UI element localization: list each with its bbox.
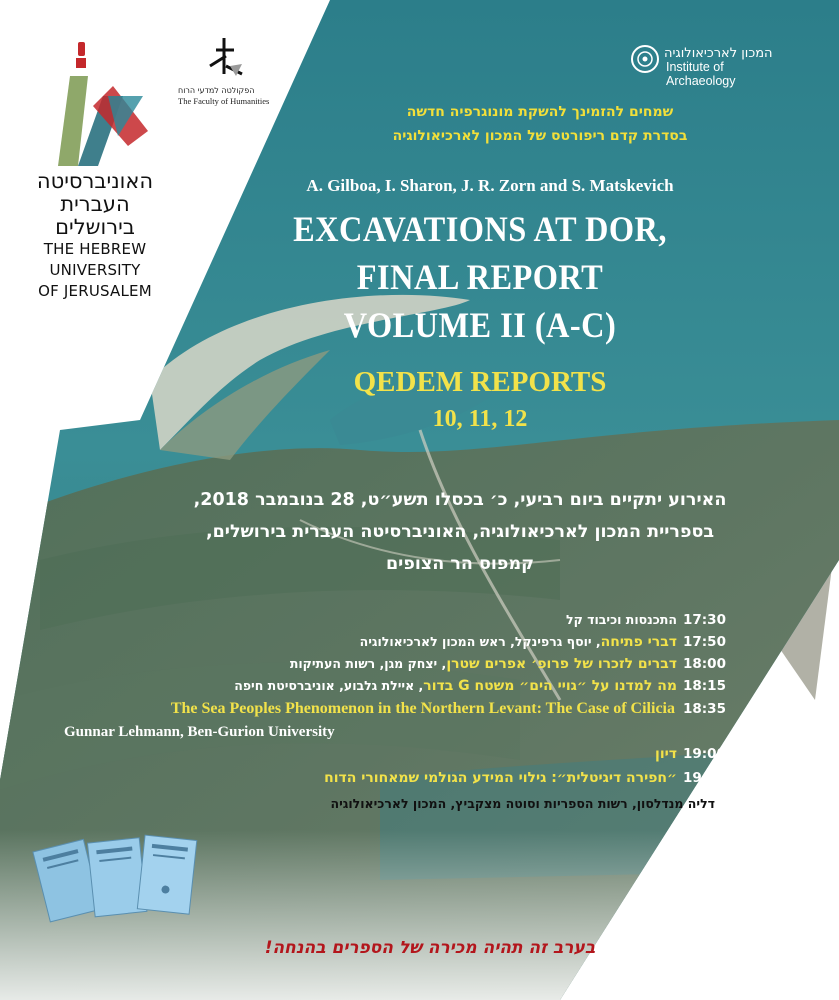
- huji-hebrew-line-3: בירושלים: [55, 215, 135, 239]
- program-time: 18:00: [683, 656, 726, 672]
- program-text-wrap: [234, 678, 677, 694]
- program-time: 18:15: [683, 678, 726, 694]
- program-row: [171, 700, 731, 722]
- program-text-wrap: [655, 746, 677, 762]
- huji-english-line-2: UNIVERSITY: [49, 261, 141, 279]
- huji-wordmark: [30, 170, 160, 302]
- book-authors: A. Gilboa, I. Sharon, J. R. Zorn and S. Matskevich: [306, 176, 674, 195]
- program-highlight: דברים לזכרו של פרופ׳ אפרים שטרן: [446, 656, 677, 672]
- speaker-lehmann: Gunnar Lehmann, Ben-Gurion University: [64, 724, 335, 740]
- invitation-line-1: שמחים להזמינך להשקת מונוגרפיה חדשה: [406, 104, 674, 120]
- program-text: , יוסף גרפינקל, ראש המכון לארכיאולוגיה: [359, 634, 601, 649]
- program-row: [290, 656, 731, 678]
- huji-hebrew-line-1: האוניברסיטה: [36, 169, 154, 193]
- program-row: [566, 612, 731, 634]
- program-time: 17:30: [683, 612, 726, 628]
- book-title-line-1: EXCAVATIONS AT DOR,: [293, 209, 667, 249]
- program-time: 19:20: [683, 770, 726, 786]
- huji-hebrew-line-2: העברית: [60, 192, 130, 216]
- series-numbers: 10, 11, 12: [432, 406, 528, 432]
- series-name: QEDEM REPORTS: [353, 366, 607, 398]
- program-text-wrap: [360, 634, 677, 650]
- program-text: התכנסות וכיבוד קל: [566, 612, 677, 627]
- institute-english-label: Institute of Archaeology: [666, 60, 736, 88]
- program-text: , יצחק מגן, רשות העתיקות: [289, 656, 447, 671]
- speaker-final: דליה מנדלסון, רשות הספריות וסוטה מצקביץ, המכון לארכיאולוגיה: [330, 796, 715, 811]
- program-time: 17:50: [683, 634, 726, 650]
- book-volumes-image: [30, 830, 200, 930]
- book-title-line-3: VOLUME II (A-C): [343, 305, 617, 345]
- closing-sale-note: בערב זה תהיה מכירה של הספרים בהנחה!: [264, 938, 596, 958]
- program-row: [234, 678, 731, 700]
- program-row: [655, 746, 731, 768]
- faculty-logo-icon: [196, 36, 256, 80]
- institute-seal-icon: [630, 44, 660, 74]
- program-row: [360, 634, 731, 656]
- invitation-line-2: בסדרת קדם ריפורטס של המכון לארכיאולוגיה: [392, 128, 688, 144]
- program-time: 19:00: [683, 746, 726, 762]
- program-text-wrap: [290, 656, 677, 672]
- book-title-line-2: FINAL REPORT: [356, 257, 604, 297]
- institute-hebrew-label: המכון לארכיאולוגיה: [664, 46, 773, 61]
- program-row: [324, 770, 731, 792]
- program-time: 18:35: [683, 701, 726, 717]
- program-highlight: מה למדנו על ״גויי הים״ משטח G בדור: [423, 678, 677, 694]
- faculty-hebrew-label: הפקולטה למדעי הרוח: [178, 86, 255, 95]
- event-line-1: האירוע יתקיים ביום רביעי, כ׳ בכסלו תשע״ט, 28 בנובמבר 2018,: [193, 490, 727, 510]
- event-line-2: בספריית המכון לארכיאולוגיה, האוניברסיטה העברית בירושלים,: [205, 522, 715, 542]
- huji-english-line-1: THE HEBREW: [43, 240, 147, 258]
- program-highlight: דיון: [655, 746, 677, 762]
- program-text: , איילת גלבוע, אוניברסיטת חיפה: [234, 678, 424, 693]
- huji-english-line-3: OF JERUSALEM: [38, 282, 152, 300]
- program-highlight: ״חפירה דיגיטלית״: גילוי המידע הגולמי שמאחורי הדוח: [324, 770, 677, 786]
- faculty-english-label: The Faculty of Humanities: [178, 96, 270, 106]
- event-line-3: קמפוס הר הצופים: [385, 554, 534, 574]
- huji-logo-mark: [48, 36, 158, 166]
- english-talk-title: The Sea Peoples Phenomenon in the Northern Levant: The Case of Cilicia: [170, 700, 675, 717]
- program-text-wrap: [324, 770, 677, 786]
- program-highlight: דברי פתיחה: [600, 634, 677, 650]
